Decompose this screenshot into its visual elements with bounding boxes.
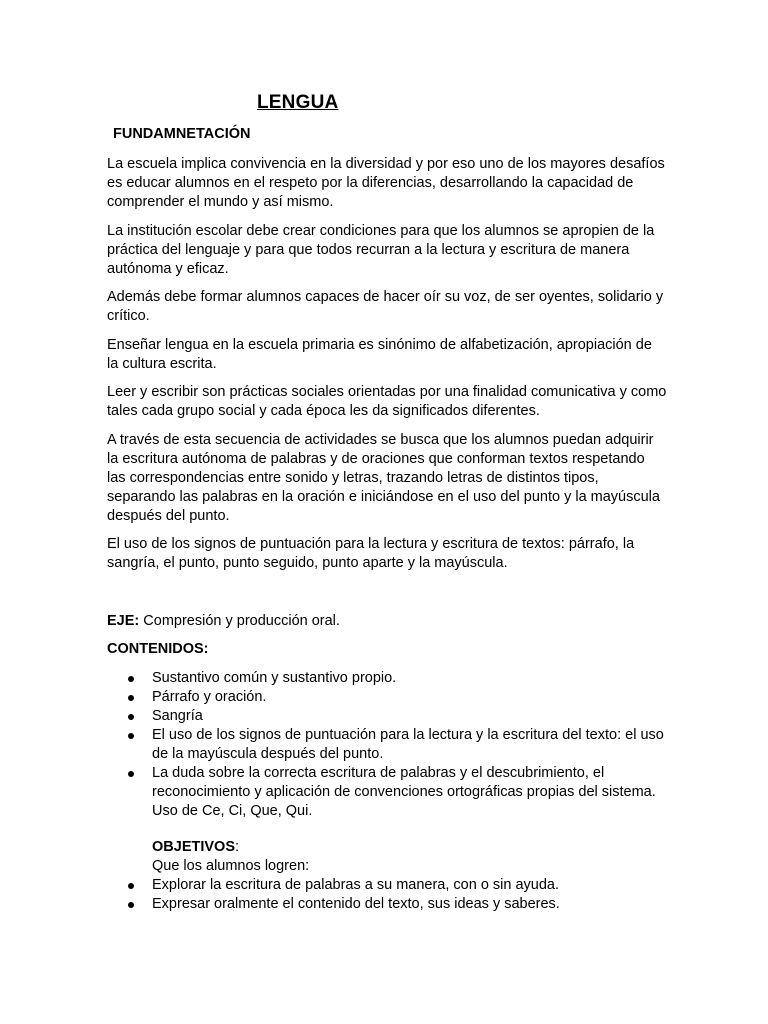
paragraph: Leer y escribir son prácticas sociales orientadas por una finalidad comunicativa y como tales cada grupo social y cada época les da significados diferentes. — [107, 384, 667, 419]
list-item — [107, 764, 667, 821]
list-item — [107, 688, 667, 707]
paragraph: A través de esta secuencia de actividades se busca que los alumnos puedan adquirir la escritura autónoma de palabras y de oraciones que conforman textos respetando las correspondencias entre sonido y letras, trazando letras de distintos tipos, separando las palabras en la oración e iniciándose en el uso del punto y la mayúscula después del punto. — [107, 431, 660, 524]
paragraph: Además debe formar alumnos capaces de hacer oír su voz, de ser oyentes, solidario y crítico. — [107, 289, 664, 324]
bullet-icon — [128, 771, 134, 777]
bullet-icon — [128, 902, 134, 908]
list-item — [107, 707, 667, 726]
list-item — [107, 876, 667, 895]
eje-line — [107, 612, 667, 631]
list-item-text: La duda sobre la correcta escritura de palabras y el descubrimiento, el reconocimiento y aplicación de convenciones ortográficas propias del sistema. Uso de Ce, Ci, Que, Qui. — [152, 764, 656, 819]
list-item — [107, 669, 667, 688]
list-item-text: Sangría — [152, 707, 203, 724]
document-body — [107, 155, 667, 914]
bullet-icon — [128, 883, 134, 889]
contenidos-list — [107, 669, 667, 821]
list-item-text: Explorar la escritura de palabras a su manera, con o sin ayuda. — [152, 876, 560, 893]
objetivos-heading — [107, 838, 667, 857]
eje-label: EJE: — [107, 612, 140, 629]
paragraph: El uso de los signos de puntuación para la lectura y escritura de textos: párrafo, la sangría, el punto, punto seguido, punto aparte y la mayúscula. — [107, 536, 635, 571]
bullet-icon — [128, 676, 134, 682]
paragraph: La institución escolar debe crear condiciones para que los alumnos se apropien de la práctica del lenguaje y para que todos recurran a la lectura y escritura de manera autónoma y eficaz. — [107, 222, 655, 277]
document-title: LENGUA — [257, 92, 339, 113]
list-item-text: Párrafo y oración. — [152, 688, 267, 705]
list-item — [107, 895, 667, 914]
contenidos-label: CONTENIDOS: — [107, 641, 209, 657]
objetivos-colon: : — [235, 838, 240, 855]
objetivos-list — [107, 876, 667, 914]
list-item-text: El uso de los signos de puntuación para la lectura y la escritura del texto: el uso de la mayúscula después del punto. — [152, 726, 664, 762]
section-heading: FUNDAMNETACIÓN — [113, 126, 251, 142]
paragraph: La escuela implica convivencia en la diversidad y por eso uno de los mayores desafíos es educar alumnos en el respeto por la diferencias, desarrollando la capacidad de comprender el mundo y así mismo. — [107, 156, 665, 210]
bullet-icon — [128, 695, 134, 701]
list-item-text: Sustantivo común y sustantivo propio. — [152, 669, 397, 686]
objetivos-intro: Que los alumnos logren: — [152, 857, 310, 874]
objetivos-label: OBJETIVOS — [152, 838, 235, 855]
eje-value: Compresión y producción oral. — [139, 612, 340, 629]
paragraph: Enseñar lengua en la escuela primaria es sinónimo de alfabetización, apropiación de la cultura escrita. — [107, 336, 652, 372]
list-item — [107, 726, 667, 764]
bullet-icon — [128, 714, 134, 720]
bullet-icon — [128, 733, 134, 739]
spacer — [107, 583, 667, 612]
list-item-text: Expresar oralmente el contenido del texto, sus ideas y saberes. — [152, 895, 560, 912]
